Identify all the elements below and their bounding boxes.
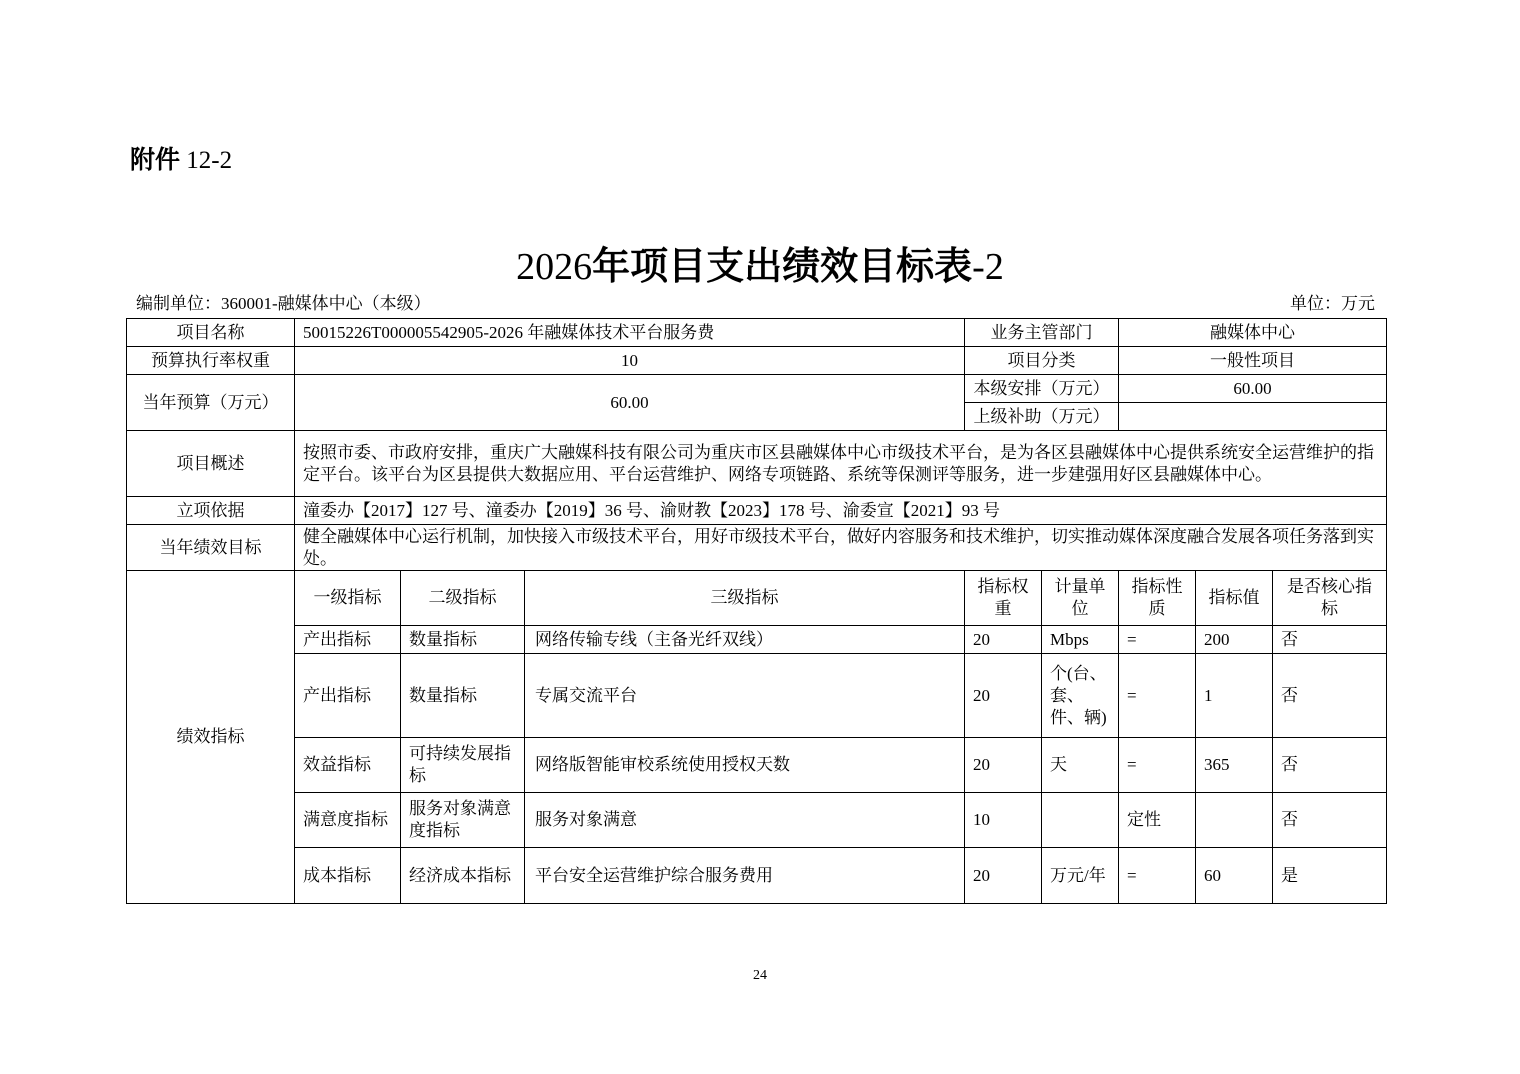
basis-value: 潼委办【2017】127 号、潼委办【2019】36 号、渝财教【2023】178 号、渝委宣【2021】93 号	[295, 497, 1387, 525]
dept-value: 融媒体中心	[1119, 319, 1387, 347]
level2-cell: 服务对象满意度指标	[401, 793, 525, 848]
basis-label: 立项依据	[127, 497, 295, 525]
local-value: 60.00	[1119, 375, 1387, 403]
header-level2: 二级指标	[401, 571, 525, 626]
core-cell: 否	[1273, 738, 1387, 793]
nature-cell: =	[1119, 738, 1196, 793]
header-weight: 指标权重	[965, 571, 1042, 626]
core-cell: 是	[1273, 848, 1387, 904]
page-number: 24	[753, 968, 767, 983]
level2-cell: 数量指标	[401, 626, 525, 654]
overview-label: 项目概述	[127, 431, 295, 497]
attachment-number: 12-2	[186, 147, 233, 174]
nature-cell: 定性	[1119, 793, 1196, 848]
budget-value: 60.00	[295, 375, 965, 431]
title-text: 年项目支出绩效目标表	[592, 246, 973, 288]
header-core: 是否核心指标	[1273, 571, 1387, 626]
table-row	[127, 654, 1387, 738]
org-unit: 编制单位：360001-融媒体中心（本级）	[136, 294, 431, 313]
value-cell: 1	[1196, 654, 1273, 738]
header-nature: 指标性质	[1119, 571, 1196, 626]
row-overview	[127, 431, 1387, 497]
level2-cell: 可持续发展指标	[401, 738, 525, 793]
level3-cell: 网络传输专线（主备光纤双线）	[525, 626, 965, 654]
header-level1: 一级指标	[295, 571, 401, 626]
level1-cell: 产出指标	[295, 654, 401, 738]
level3-cell: 专属交流平台	[525, 654, 965, 738]
unit-cell	[1042, 793, 1119, 848]
row-weight	[127, 347, 1387, 375]
nature-cell: =	[1119, 626, 1196, 654]
unit-cell: 万元/年	[1042, 848, 1119, 904]
indicator-header-row	[127, 571, 1387, 626]
header-value: 指标值	[1196, 571, 1273, 626]
weight-cell: 20	[965, 654, 1042, 738]
table-row	[127, 626, 1387, 654]
row-goal	[127, 525, 1387, 571]
subsidy-value	[1119, 403, 1387, 431]
value-cell: 365	[1196, 738, 1273, 793]
level1-cell: 效益指标	[295, 738, 401, 793]
table-row	[127, 793, 1387, 848]
value-cell: 200	[1196, 626, 1273, 654]
unit-cell: 个(台、套、件、辆)	[1042, 654, 1119, 738]
level2-cell: 数量指标	[401, 654, 525, 738]
project-name-label: 项目名称	[127, 319, 295, 347]
weight-cell: 20	[965, 626, 1042, 654]
performance-table	[126, 318, 1387, 904]
header-unit: 计量单位	[1042, 571, 1119, 626]
level3-cell: 网络版智能审校系统使用授权天数	[525, 738, 965, 793]
goal-label: 当年绩效目标	[127, 525, 295, 571]
goal-value: 健全融媒体中心运行机制，加快接入市级技术平台，用好市级技术平台，做好内容服务和技术维护，切实推动媒体深度融合发展各项任务落到实处。	[295, 525, 1387, 571]
project-name-value: 50015226T000005542905-2026 年融媒体技术平台服务费	[295, 319, 965, 347]
core-cell: 否	[1273, 654, 1387, 738]
row-budget	[127, 375, 1387, 403]
level2-cell: 经济成本指标	[401, 848, 525, 904]
title-year: 2026	[516, 246, 593, 288]
core-cell: 否	[1273, 626, 1387, 654]
row-project-name	[127, 319, 1387, 347]
category-value: 一般性项目	[1119, 347, 1387, 375]
weight-label: 预算执行率权重	[127, 347, 295, 375]
row-basis	[127, 497, 1387, 525]
unit-cell: Mbps	[1042, 626, 1119, 654]
indicator-section-label: 绩效指标	[127, 571, 295, 904]
level3-cell: 服务对象满意	[525, 793, 965, 848]
budget-label: 当年预算（万元）	[127, 375, 295, 431]
overview-value: 按照市委、市政府安排，重庆广大融媒科技有限公司为重庆市区县融媒体中心市级技术平台，是为各区县融媒体中心提供系统安全运营维护的指定平台。该平台为区县提供大数据应用、平台运营维护、网络专项链路、系统等保测评等服务，进一步建强用好区县融媒体中心。	[295, 431, 1387, 497]
dept-label: 业务主管部门	[965, 319, 1119, 347]
level3-cell: 平台安全运营维护综合服务费用	[525, 848, 965, 904]
attachment-label	[130, 143, 232, 179]
weight-cell: 20	[965, 738, 1042, 793]
nature-cell: =	[1119, 848, 1196, 904]
nature-cell: =	[1119, 654, 1196, 738]
money-unit: 单位：万元	[1290, 294, 1375, 313]
value-cell	[1196, 793, 1273, 848]
level1-cell: 成本指标	[295, 848, 401, 904]
attachment-word: 附件	[130, 147, 181, 174]
core-cell: 否	[1273, 793, 1387, 848]
header-level3: 三级指标	[525, 571, 965, 626]
value-cell: 60	[1196, 848, 1273, 904]
local-label: 本级安排（万元）	[965, 375, 1119, 403]
weight-cell: 20	[965, 848, 1042, 904]
level1-cell: 产出指标	[295, 626, 401, 654]
weight-cell: 10	[965, 793, 1042, 848]
table-row	[127, 738, 1387, 793]
table-row	[127, 848, 1387, 904]
level1-cell: 满意度指标	[295, 793, 401, 848]
category-label: 项目分类	[965, 347, 1119, 375]
title-suffix: -2	[972, 246, 1004, 288]
page-title	[0, 243, 1520, 291]
subsidy-label: 上级补助（万元）	[965, 403, 1119, 431]
weight-value: 10	[295, 347, 965, 375]
unit-cell: 天	[1042, 738, 1119, 793]
